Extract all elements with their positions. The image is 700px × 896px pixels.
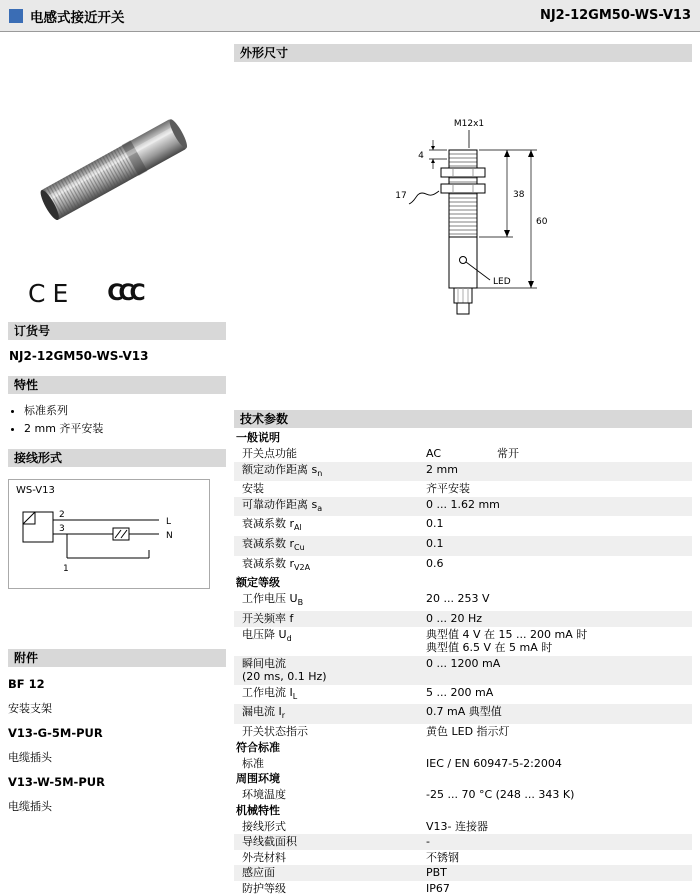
spec-row-label: 工作电流 $I_L$ [234, 686, 426, 704]
spec-row-label: 开关状态指示 [234, 725, 426, 739]
left-column [8, 44, 226, 896]
order-number: NJ2-12GM50-WS-V13 [8, 340, 226, 376]
spec-row-label: 防护等级 [234, 882, 426, 896]
spec-row-value: 0 ... 20 Hz [426, 612, 692, 626]
accessory-name: BF 12 [8, 677, 226, 691]
spec-row-label: 衰减系数 $r_{Cu}$ [234, 537, 426, 555]
dimension-drawing-svg [343, 112, 583, 402]
spec-row [234, 881, 692, 896]
dim-head-label: 4 [418, 151, 424, 161]
spec-row-value: 齐平安装 [426, 482, 692, 496]
spec-row-label: 接线形式 [234, 820, 426, 834]
accessory-name: V13-W-5M-PUR [8, 775, 226, 789]
spec-row [234, 446, 692, 462]
spec-row-label: 可靠动作距离 $s_a$ [234, 498, 426, 516]
accessory-desc: 安装支架 [8, 700, 226, 716]
spec-row-label: 导线截面积 [234, 835, 426, 849]
spec-row-value: 0 ... 1.62 mm [426, 498, 692, 512]
dimension-drawing [234, 62, 692, 410]
spec-row [234, 850, 692, 866]
section-header-dimensions: 外形尺寸 [234, 44, 692, 62]
spec-row-value: PBT [426, 866, 692, 880]
page-content [0, 32, 700, 896]
ce-mark: CE [28, 279, 75, 308]
features-list [8, 402, 226, 437]
spec-row-value: AC 常开 [426, 447, 692, 461]
spec-row-label: 安装 [234, 482, 426, 496]
feature-item: • 2 mm 齐平安装 [24, 420, 226, 438]
spec-section-header: 周围环境 [234, 771, 692, 787]
spec-row-value: 0.6 [426, 557, 692, 571]
spec-row-value: 2 mm [426, 463, 692, 477]
page-header [0, 0, 700, 32]
spec-row-value: 5 ... 200 mA [426, 686, 692, 700]
header-left [9, 6, 125, 26]
spec-row [234, 627, 692, 656]
section-header-connection: 接线形式 [8, 449, 226, 467]
spec-row-label: 感应面 [234, 866, 426, 880]
spec-row [234, 497, 692, 517]
spec-row-value: 0.1 [426, 537, 692, 551]
dim-thread-length-label: 38 [513, 190, 525, 200]
ccc-mark: CCC [107, 281, 146, 306]
section-header-accessories: 附件 [8, 649, 226, 667]
wiring-diagram [8, 479, 226, 589]
accessory-desc: 电缆插头 [8, 798, 226, 814]
spec-row-value: V13- 连接器 [426, 820, 692, 834]
spec-row-label: 开关频率 f [234, 612, 426, 626]
spec-row [234, 516, 692, 536]
dim-total-length-label: 60 [536, 217, 548, 227]
spec-section-header: 机械特性 [234, 803, 692, 819]
wiring-box [8, 479, 210, 589]
spec-row [234, 704, 692, 724]
wiring-type-label: WS-V13 [16, 485, 55, 496]
neutral-label: N [166, 531, 173, 541]
led-indicator-circle [460, 257, 467, 264]
feature-item: • 标准系列 [24, 402, 226, 420]
spec-section-header: 一般说明 [234, 430, 692, 446]
spec-table [234, 430, 692, 896]
spec-row-label: 外壳材料 [234, 851, 426, 865]
spec-row-label: 衰减系数 $r_{V2A}$ [234, 557, 426, 575]
product-photo [8, 44, 226, 270]
spec-row [234, 591, 692, 611]
brand-accent-square [9, 9, 23, 23]
spec-section-header: 额定等级 [234, 575, 692, 591]
spec-row-label: 电压降 $U_d$ [234, 628, 426, 646]
spec-row-value: IEC / EN 60947-5-2:2004 [426, 757, 692, 771]
spec-row-label: 衰减系数 $r_{Al}$ [234, 517, 426, 535]
terminal-2-label: 2 [59, 510, 65, 520]
certification-logos [8, 270, 226, 316]
spec-row [234, 536, 692, 556]
spec-row [234, 685, 692, 705]
spec-row-value: 20 ... 253 V [426, 592, 692, 606]
accessory-name: V13-G-5M-PUR [8, 726, 226, 740]
spec-row-value: -25 ... 70 °C (248 ... 343 K) [426, 788, 692, 802]
spec-row [234, 481, 692, 497]
spec-row [234, 865, 692, 881]
spec-row [234, 756, 692, 772]
terminal-3-label: 3 [59, 524, 65, 534]
accessory-desc: 电缆插头 [8, 749, 226, 765]
spec-row-value: 0.1 [426, 517, 692, 531]
spec-row-value: - [426, 835, 692, 849]
spec-row-value: IP67 [426, 882, 692, 896]
spec-section-header: 符合标准 [234, 740, 692, 756]
led-label: LED [493, 277, 511, 287]
spec-row [234, 656, 692, 685]
spec-row [234, 819, 692, 835]
sensor-body [37, 117, 190, 223]
sensor-photo-illustration [8, 48, 218, 268]
page-title: 电感式接近开关 [30, 6, 125, 26]
spec-row-label: 开关点功能 [234, 447, 426, 461]
spec-row [234, 462, 692, 482]
terminal-1-label: 1 [63, 564, 69, 574]
spec-row-value: 黄色 LED 指示灯 [426, 725, 692, 739]
spec-row [234, 556, 692, 576]
spec-row-label: 额定动作距离 $s_n$ [234, 463, 426, 481]
spec-row [234, 834, 692, 850]
spec-row-label: 标准 [234, 757, 426, 771]
spec-row-value: 不锈钢 [426, 851, 692, 865]
spec-row-label: 工作电压 $U_B$ [234, 592, 426, 610]
spec-row-label: 环境温度 [234, 788, 426, 802]
spec-row [234, 724, 692, 740]
accessories-list [8, 677, 226, 814]
thread-size-label: M12x1 [454, 119, 484, 129]
spec-row [234, 787, 692, 803]
section-header-order: 订货号 [8, 322, 226, 340]
product-code-header: NJ2-12GM50-WS-V13 [540, 8, 691, 23]
spec-row-value: 0.7 mA 典型值 [426, 705, 692, 719]
spec-row-value: 典型值 4 V 在 15 ... 200 mA 时 典型值 6.5 V 在 5 mA 时 [426, 628, 692, 655]
spec-row-label: 漏电流 $I_r$ [234, 705, 426, 723]
spec-row-value: 0 ... 1200 mA [426, 657, 692, 671]
wrench-size-label: 17 [395, 191, 406, 201]
spec-row [234, 611, 692, 627]
section-header-specs: 技术参数 [234, 410, 692, 428]
section-header-features: 特性 [8, 376, 226, 394]
spec-row-label: 瞬间电流 (20 ms, 0.1 Hz) [234, 657, 426, 684]
line-label: L [166, 517, 171, 527]
right-column [234, 44, 692, 896]
wiring-circuit [9, 500, 209, 586]
